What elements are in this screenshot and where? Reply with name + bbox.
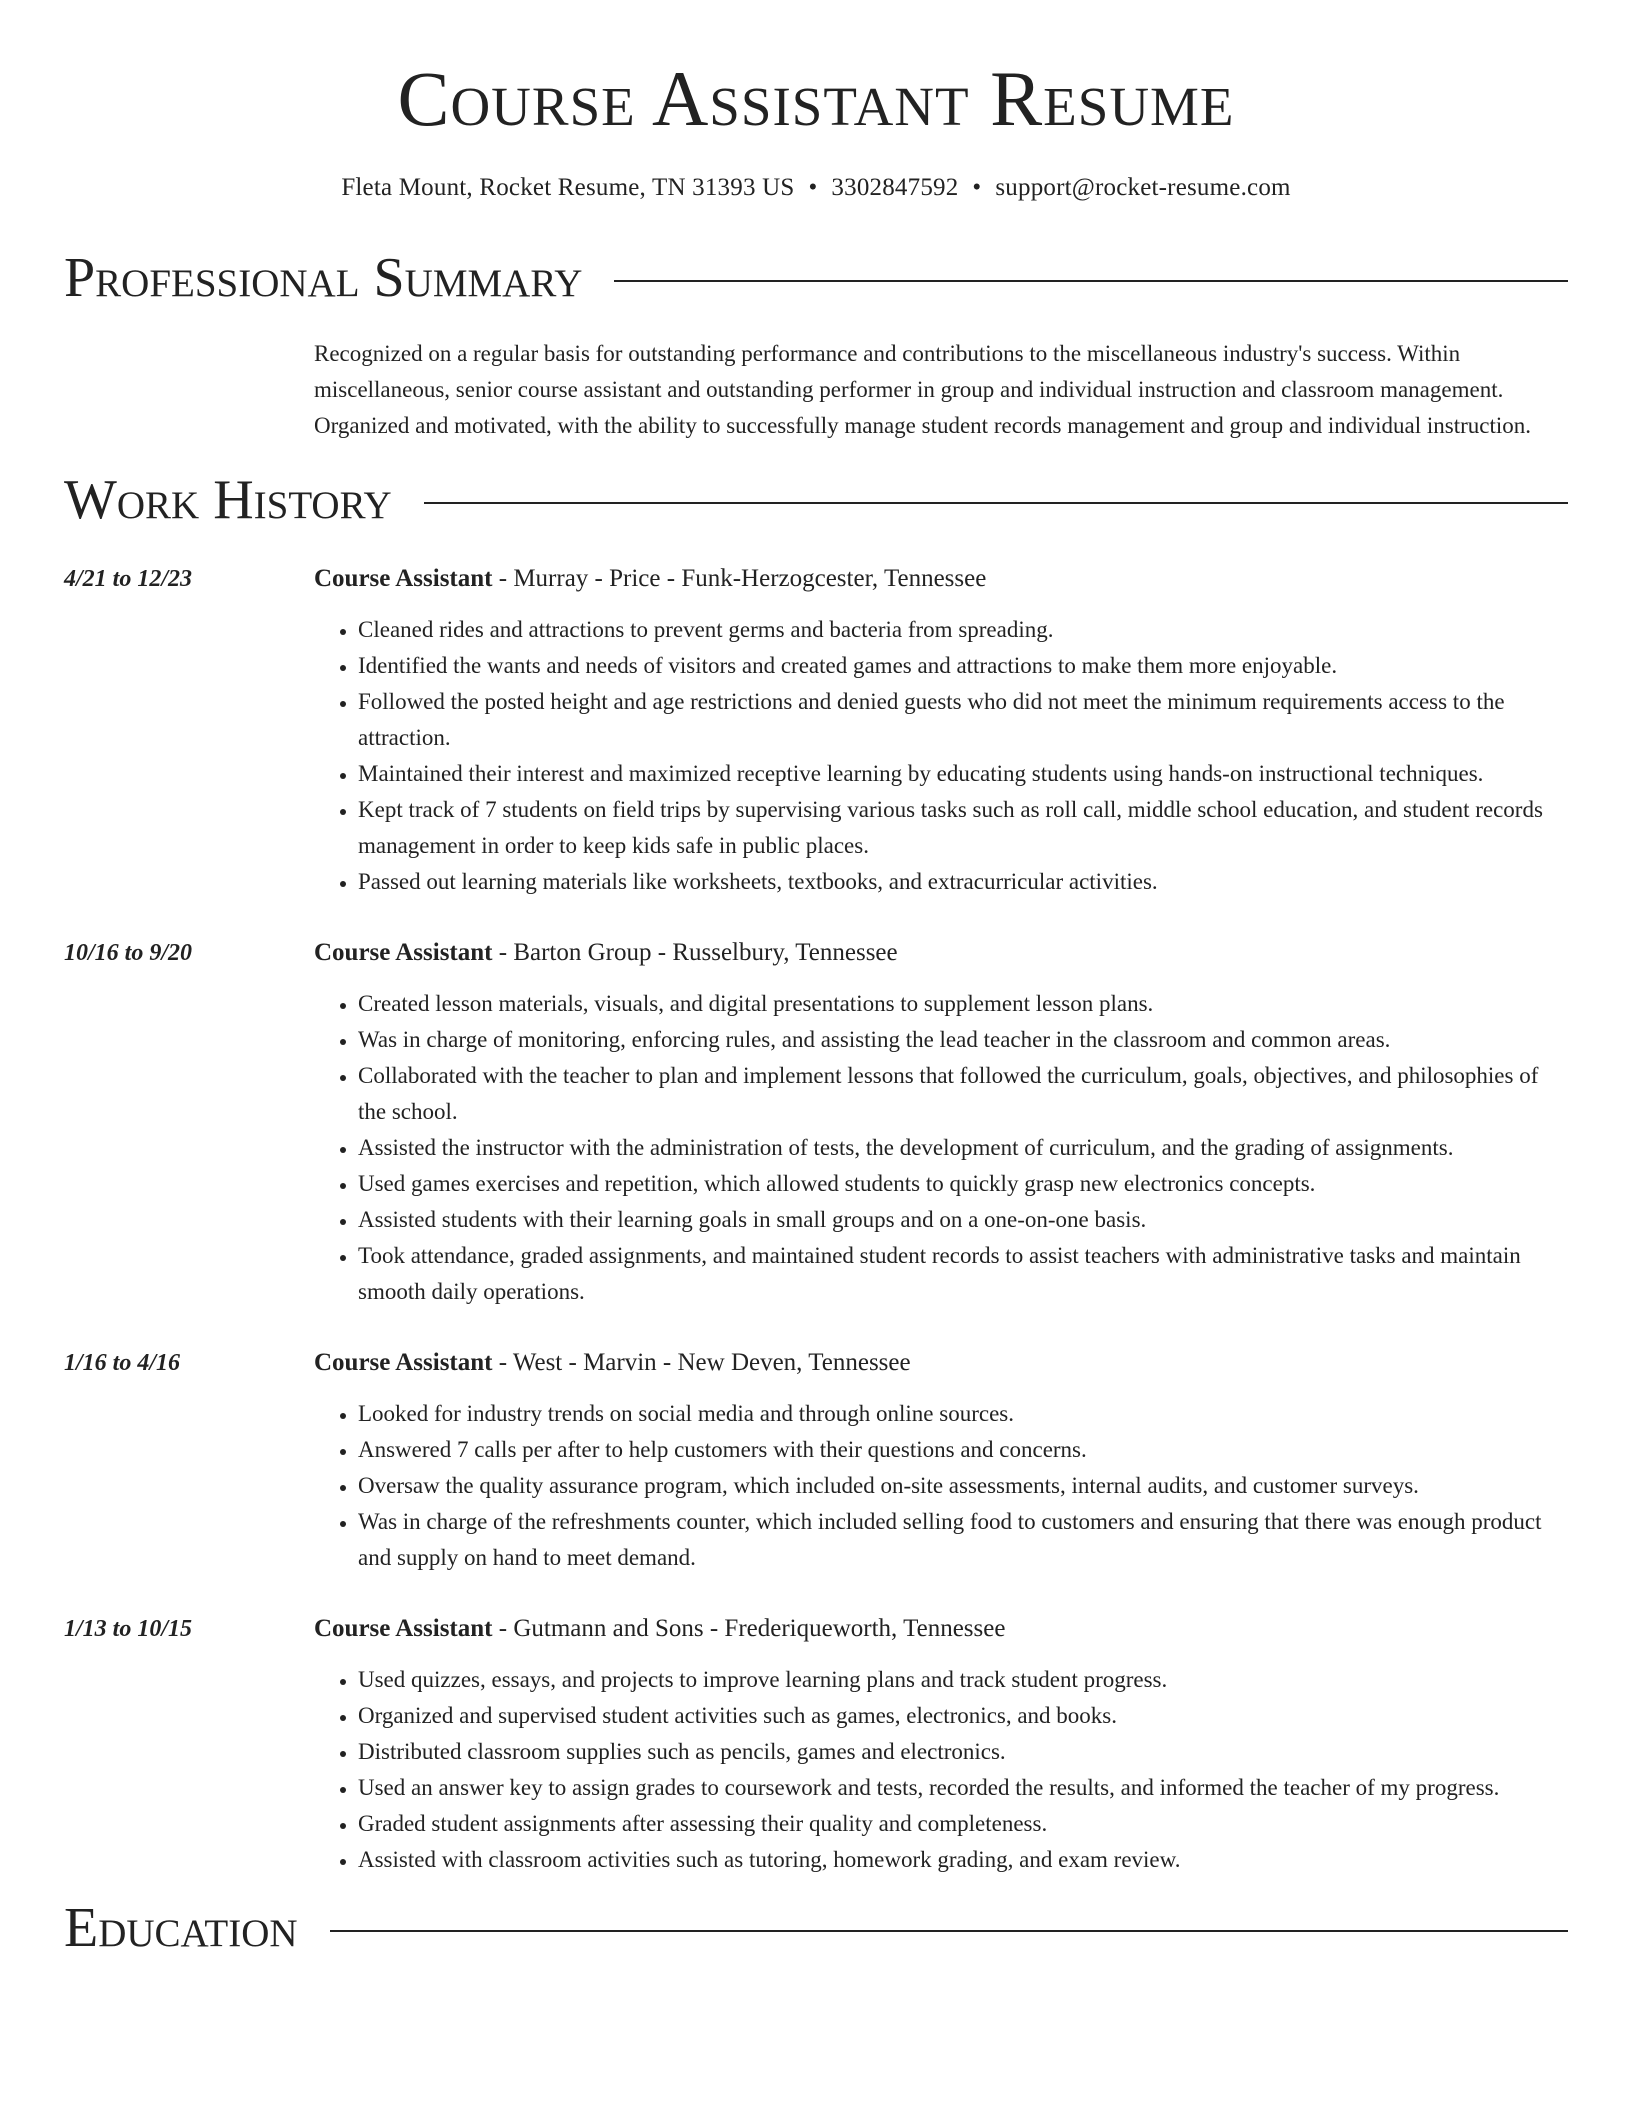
job-employer: - West - Marvin - New Deven, Tennessee bbox=[492, 1349, 911, 1376]
section-divider bbox=[424, 502, 1568, 504]
section-heading-summary: Professional Summary bbox=[64, 247, 583, 309]
job-title: Course Assistant bbox=[314, 939, 493, 966]
contact-email: support@rocket-resume.com bbox=[995, 174, 1291, 201]
job-title: Course Assistant bbox=[314, 1349, 493, 1376]
job-entry bbox=[64, 936, 1568, 1310]
job-heading bbox=[314, 562, 1568, 596]
job-entry bbox=[64, 562, 1568, 900]
job-bullet: • Identified the wants and needs of visitors and created games and attractions to make them more enjoyable. bbox=[358, 648, 1568, 684]
job-bullet: • Maintained their interest and maximized receptive learning by educating students using hands-on instructional techniques. bbox=[358, 756, 1568, 792]
job-bullet: • Answered 7 calls per after to help customers with their questions and concerns. bbox=[358, 1432, 1568, 1468]
job-heading bbox=[314, 1346, 1568, 1380]
section-header-summary bbox=[64, 247, 1568, 309]
job-bullets bbox=[314, 986, 1568, 1310]
job-bullet: • Kept track of 7 students on field trips by supervising various tasks such as roll call, middle school education, and student records management in order to keep kids safe in public places. bbox=[358, 792, 1568, 864]
job-bullet: • Used games exercises and repetition, which allowed students to quickly grasp new electronics concepts. bbox=[358, 1166, 1568, 1202]
job-bullet: • Used an answer key to assign grades to coursework and tests, recorded the results, and informed the teacher of my progress. bbox=[358, 1770, 1568, 1806]
section-divider bbox=[614, 280, 1568, 282]
section-heading-education: Education bbox=[64, 1897, 298, 1959]
job-bullet: • Used quizzes, essays, and projects to improve learning plans and track student progress. bbox=[358, 1662, 1568, 1698]
job-body bbox=[314, 1346, 1568, 1576]
job-body bbox=[314, 1612, 1568, 1878]
job-bullet: • Took attendance, graded assignments, and maintained student records to assist teachers with administrative tasks and maintain smooth daily operations. bbox=[358, 1238, 1568, 1310]
job-bullet: • Passed out learning materials like worksheets, textbooks, and extracurricular activities. bbox=[358, 864, 1568, 900]
job-employer: - Gutmann and Sons - Frederiqueworth, Tennessee bbox=[492, 1615, 1006, 1642]
job-bullet: • Graded student assignments after assessing their quality and completeness. bbox=[358, 1806, 1568, 1842]
job-employer: - Murray - Price - Funk-Herzogcester, Tennessee bbox=[492, 565, 987, 592]
job-bullets bbox=[314, 1662, 1568, 1878]
job-bullet: • Was in charge of monitoring, enforcing rules, and assisting the lead teacher in the classroom and common areas. bbox=[358, 1022, 1568, 1058]
job-bullet: • Assisted the instructor with the administration of tests, the development of curriculum, and the grading of assignments. bbox=[358, 1130, 1568, 1166]
section-divider bbox=[330, 1930, 1568, 1932]
job-bullet: • Assisted students with their learning goals in small groups and on a one-on-one basis. bbox=[358, 1202, 1568, 1238]
job-dates: 1/16 to 4/16 bbox=[64, 1350, 181, 1376]
job-bullet: • Followed the posted height and age restrictions and denied guests who did not meet the minimum requirements access to the attraction. bbox=[358, 684, 1568, 756]
job-bullet: • Created lesson materials, visuals, and digital presentations to supplement lesson plans. bbox=[358, 986, 1568, 1022]
contact-phone: 3302847592 bbox=[831, 174, 959, 201]
summary-text: Recognized on a regular basis for outstanding performance and contributions to the miscellaneous industry's success. Within miscellaneous, senior course assistant and outstanding performer in group and individual instruction and classroom management. Organized and motivated, with the ability to successfully manage student records management and group and individual instruction. bbox=[314, 341, 1531, 438]
job-bullets bbox=[314, 1396, 1568, 1576]
section-header-education bbox=[64, 1897, 1568, 1959]
job-bullet: • Oversaw the quality assurance program, which included on-site assessments, internal audits, and customer surveys. bbox=[358, 1468, 1568, 1504]
job-title: Course Assistant bbox=[314, 1615, 493, 1642]
job-title: Course Assistant bbox=[314, 565, 493, 592]
job-dates: 1/13 to 10/15 bbox=[64, 1616, 193, 1642]
contact-separator: • bbox=[972, 174, 982, 201]
job-bullet: • Cleaned rides and attractions to prevent germs and bacteria from spreading. bbox=[358, 612, 1568, 648]
job-entry bbox=[64, 1612, 1568, 1878]
contact-line bbox=[64, 174, 1568, 202]
job-body bbox=[314, 936, 1568, 1310]
job-bullet: • Was in charge of the refreshments counter, which included selling food to customers and ensuring that there was enough product and supply on hand to meet demand. bbox=[358, 1504, 1568, 1576]
job-bullets bbox=[314, 612, 1568, 900]
section-heading-work: Work History bbox=[64, 469, 392, 531]
contact-separator: • bbox=[808, 174, 818, 201]
resume-title: Course Assistant Resume bbox=[397, 55, 1235, 142]
job-bullet: • Organized and supervised student activities such as games, electronics, and books. bbox=[358, 1698, 1568, 1734]
job-bullet: • Assisted with classroom activities such as tutoring, homework grading, and exam review. bbox=[358, 1842, 1568, 1878]
job-bullet: • Distributed classroom supplies such as pencils, games and electronics. bbox=[358, 1734, 1568, 1770]
job-body bbox=[314, 562, 1568, 900]
job-bullet: • Looked for industry trends on social media and through online sources. bbox=[358, 1396, 1568, 1432]
section-header-work bbox=[64, 469, 1568, 531]
job-employer: - Barton Group - Russelbury, Tennessee bbox=[492, 939, 898, 966]
job-entry bbox=[64, 1346, 1568, 1576]
job-dates: 4/21 to 12/23 bbox=[64, 566, 193, 592]
job-heading bbox=[314, 936, 1568, 970]
job-bullet: • Collaborated with the teacher to plan and implement lessons that followed the curriculum, goals, objectives, and philosophies of the school. bbox=[358, 1058, 1568, 1130]
contact-address: Fleta Mount, Rocket Resume, TN 31393 US bbox=[341, 174, 795, 201]
job-dates: 10/16 to 9/20 bbox=[64, 940, 193, 966]
job-heading bbox=[314, 1612, 1568, 1646]
